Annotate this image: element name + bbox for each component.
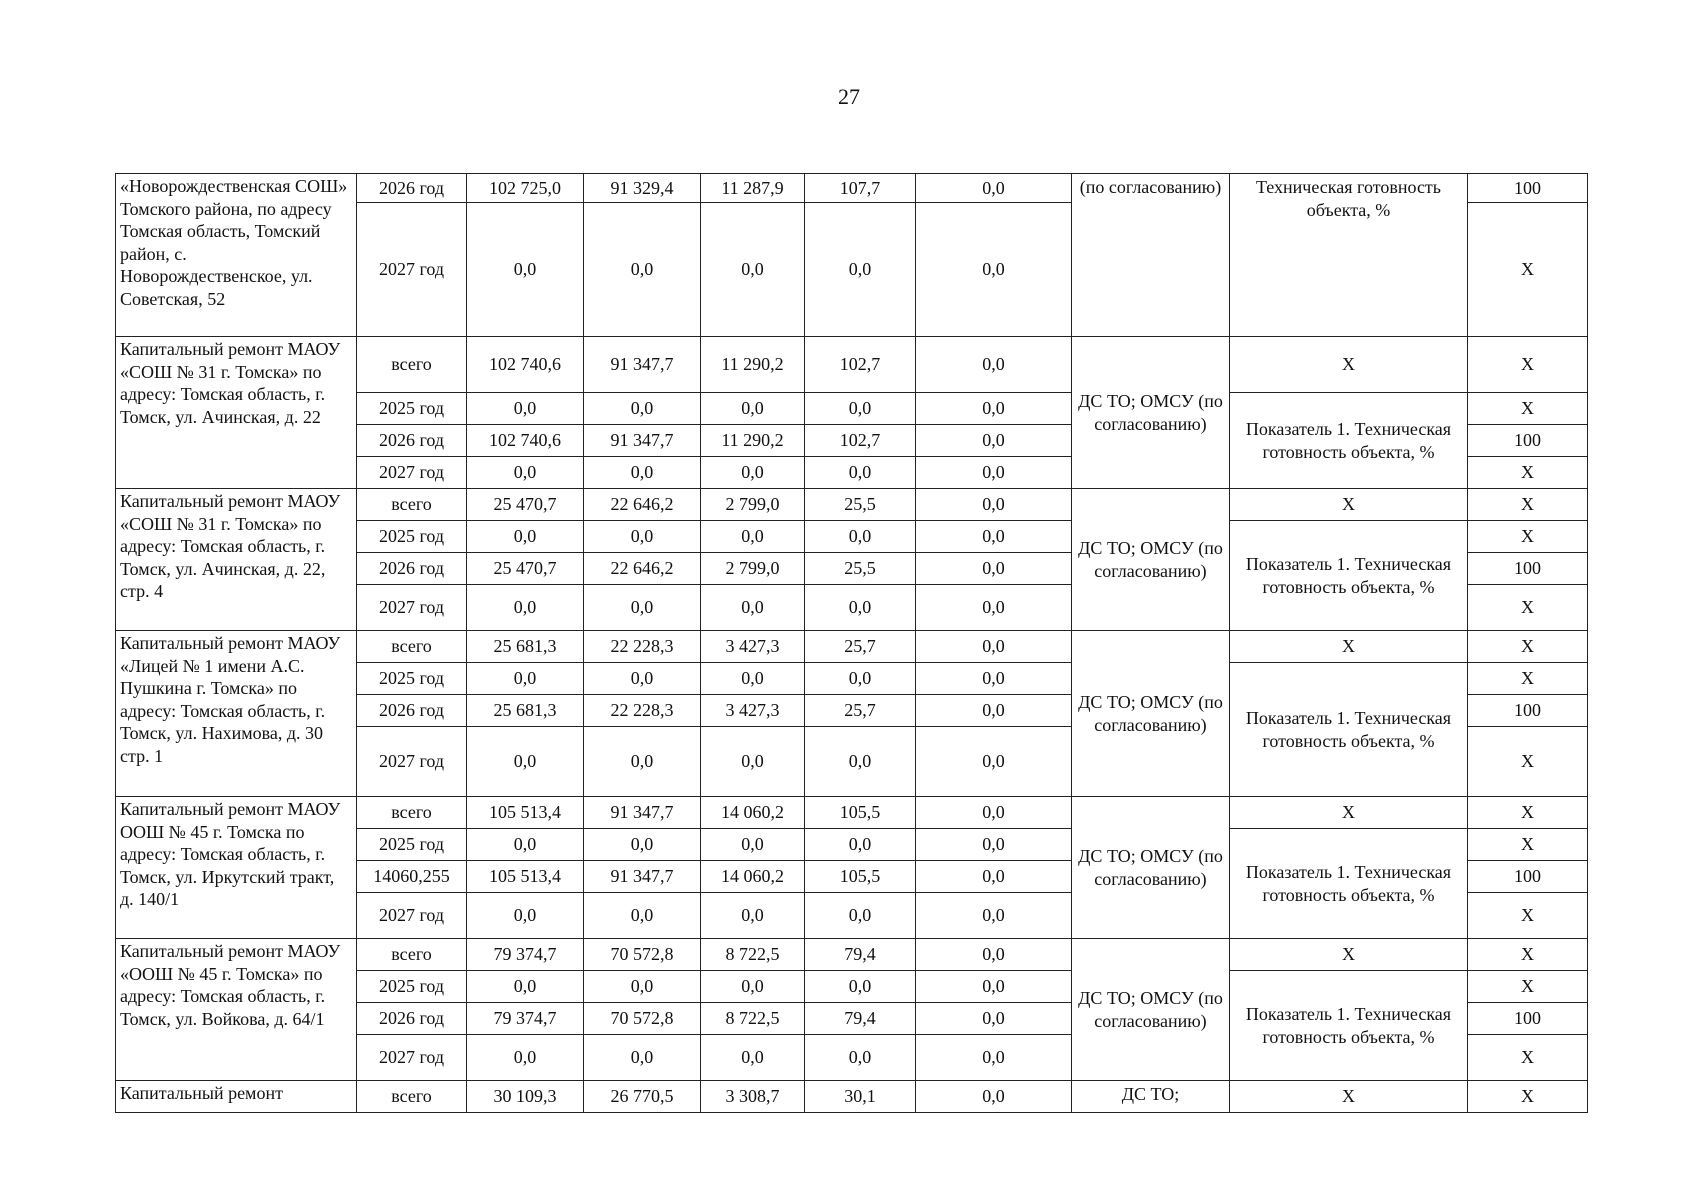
amount-cell-c1: 22 646,2 bbox=[584, 553, 701, 585]
amount-cell-c4: 0,0 bbox=[916, 393, 1072, 425]
amount-cell-c4: 0,0 bbox=[916, 797, 1072, 829]
amount-cell-c2: 0,0 bbox=[701, 203, 805, 337]
period-cell: 2026 год bbox=[357, 553, 467, 585]
target-cell: X bbox=[1468, 521, 1588, 553]
period-cell: всего bbox=[357, 797, 467, 829]
amount-cell-total: 102 740,6 bbox=[467, 337, 584, 393]
amount-cell-c2: 0,0 bbox=[701, 585, 805, 631]
amount-cell-c3: 25,5 bbox=[805, 553, 916, 585]
amount-cell-c4: 0,0 bbox=[916, 489, 1072, 521]
amount-cell-c3: 25,7 bbox=[805, 695, 916, 727]
responsible-cell: ДС ТО; ОМСУ (по согласованию) bbox=[1072, 337, 1230, 489]
amount-cell-c1: 0,0 bbox=[584, 1035, 701, 1081]
period-cell: всего bbox=[357, 631, 467, 663]
amount-cell-c4: 0,0 bbox=[916, 174, 1072, 203]
object-cell: «Новорождественская СОШ» Томского района, по адресу Томская область, Томский район, с. Новорождественское, ул. Советская, 52 bbox=[116, 174, 357, 337]
indicator-cell: Показатель 1. Техническая готовность объекта, % bbox=[1230, 663, 1468, 797]
amount-cell-total: 102 725,0 bbox=[467, 174, 584, 203]
amount-cell-c2: 2 799,0 bbox=[701, 553, 805, 585]
period-cell: 2027 год bbox=[357, 893, 467, 939]
amount-cell-c2: 8 722,5 bbox=[701, 939, 805, 971]
amount-cell-c4: 0,0 bbox=[916, 1003, 1072, 1035]
period-cell: всего bbox=[357, 489, 467, 521]
amount-cell-c3: 79,4 bbox=[805, 939, 916, 971]
table-row bbox=[116, 489, 1588, 521]
period-cell: 2025 год bbox=[357, 829, 467, 861]
amount-cell-c1: 91 347,7 bbox=[584, 337, 701, 393]
target-cell: X bbox=[1468, 203, 1588, 337]
amount-cell-c1: 70 572,8 bbox=[584, 1003, 701, 1035]
target-cell: X bbox=[1468, 457, 1588, 489]
amount-cell-total: 79 374,7 bbox=[467, 939, 584, 971]
amount-cell-c4: 0,0 bbox=[916, 585, 1072, 631]
amount-cell-c3: 0,0 bbox=[805, 521, 916, 553]
amount-cell-c1: 22 228,3 bbox=[584, 631, 701, 663]
amount-cell-c1: 91 347,7 bbox=[584, 425, 701, 457]
amount-cell-c3: 0,0 bbox=[805, 203, 916, 337]
amount-cell-c1: 0,0 bbox=[584, 893, 701, 939]
period-cell: всего bbox=[357, 337, 467, 393]
target-cell: 100 bbox=[1468, 425, 1588, 457]
target-cell: 100 bbox=[1468, 695, 1588, 727]
period-cell: 2026 год bbox=[357, 425, 467, 457]
amount-cell-c2: 0,0 bbox=[701, 829, 805, 861]
object-cell: Капитальный ремонт МАОУ ООШ № 45 г. Томска по адресу: Томская область, г. Томск, ул. Иркутский тракт, д. 140/1 bbox=[116, 797, 357, 939]
amount-cell-total: 0,0 bbox=[467, 971, 584, 1003]
amount-cell-c2: 0,0 bbox=[701, 893, 805, 939]
target-cell: X bbox=[1468, 797, 1588, 829]
target-cell: 100 bbox=[1468, 1003, 1588, 1035]
table-row bbox=[116, 174, 1588, 203]
indicator-total-cell: X bbox=[1230, 337, 1468, 393]
target-cell: X bbox=[1468, 489, 1588, 521]
amount-cell-c3: 107,7 bbox=[805, 174, 916, 203]
amount-cell-c4: 0,0 bbox=[916, 521, 1072, 553]
responsible-cell: ДС ТО; ОМСУ (по согласованию) bbox=[1072, 489, 1230, 631]
indicator-cell: Показатель 1. Техническая готовность объекта, % bbox=[1230, 971, 1468, 1081]
amount-cell-c1: 22 646,2 bbox=[584, 489, 701, 521]
amount-cell-c4: 0,0 bbox=[916, 457, 1072, 489]
amount-cell-c2: 0,0 bbox=[701, 971, 805, 1003]
amount-cell-c4: 0,0 bbox=[916, 425, 1072, 457]
amount-cell-c4: 0,0 bbox=[916, 829, 1072, 861]
amount-cell-c2: 0,0 bbox=[701, 1035, 805, 1081]
amount-cell-c1: 0,0 bbox=[584, 663, 701, 695]
period-cell: 14060,255 bbox=[357, 861, 467, 893]
period-cell: 2025 год bbox=[357, 971, 467, 1003]
amount-cell-c3: 25,7 bbox=[805, 631, 916, 663]
amount-cell-c1: 91 329,4 bbox=[584, 174, 701, 203]
table-body bbox=[116, 174, 1588, 1113]
target-cell: 100 bbox=[1468, 861, 1588, 893]
amount-cell-c2: 3 308,7 bbox=[701, 1081, 805, 1113]
table-row bbox=[116, 1081, 1588, 1113]
amount-cell-c2: 11 290,2 bbox=[701, 425, 805, 457]
amount-cell-c2: 0,0 bbox=[701, 663, 805, 695]
amount-cell-total: 0,0 bbox=[467, 521, 584, 553]
amount-cell-c4: 0,0 bbox=[916, 939, 1072, 971]
amount-cell-c3: 0,0 bbox=[805, 893, 916, 939]
table-row bbox=[116, 337, 1588, 393]
amount-cell-c2: 11 287,9 bbox=[701, 174, 805, 203]
amount-cell-c4: 0,0 bbox=[916, 971, 1072, 1003]
indicator-cell: Показатель 1. Техническая готовность объекта, % bbox=[1230, 521, 1468, 631]
target-cell: X bbox=[1468, 971, 1588, 1003]
responsible-cell: (по согласованию) bbox=[1072, 174, 1230, 337]
period-cell: 2027 год bbox=[357, 585, 467, 631]
amount-cell-total: 0,0 bbox=[467, 203, 584, 337]
object-cell: Капитальный ремонт bbox=[116, 1081, 357, 1113]
period-cell: 2026 год bbox=[357, 695, 467, 727]
amount-cell-c1: 0,0 bbox=[584, 393, 701, 425]
amount-cell-c4: 0,0 bbox=[916, 727, 1072, 797]
amount-cell-c3: 30,1 bbox=[805, 1081, 916, 1113]
object-cell: Капитальный ремонт МАОУ «ООШ № 45 г. Томска» по адресу: Томская область, г. Томск, ул. Войкова, д. 64/1 bbox=[116, 939, 357, 1081]
amount-cell-c3: 0,0 bbox=[805, 1035, 916, 1081]
amount-cell-c2: 8 722,5 bbox=[701, 1003, 805, 1035]
period-cell: 2025 год bbox=[357, 393, 467, 425]
program-table bbox=[115, 173, 1588, 1113]
amount-cell-c4: 0,0 bbox=[916, 1081, 1072, 1113]
target-cell: X bbox=[1468, 829, 1588, 861]
period-cell: всего bbox=[357, 939, 467, 971]
responsible-cell: ДС ТО; ОМСУ (по согласованию) bbox=[1072, 631, 1230, 797]
amount-cell-c3: 0,0 bbox=[805, 585, 916, 631]
amount-cell-c3: 102,7 bbox=[805, 337, 916, 393]
target-cell: 100 bbox=[1468, 553, 1588, 585]
period-cell: 2027 год bbox=[357, 457, 467, 489]
amount-cell-c1: 0,0 bbox=[584, 585, 701, 631]
object-cell: Капитальный ремонт МАОУ «Лицей № 1 имени А.С. Пушкина г. Томска» по адресу: Томская область, г. Томск, ул. Нахимова, д. 30 стр. 1 bbox=[116, 631, 357, 797]
indicator-total-cell: X bbox=[1230, 489, 1468, 521]
amount-cell-c2: 11 290,2 bbox=[701, 337, 805, 393]
target-cell: X bbox=[1468, 1081, 1588, 1113]
amount-cell-c2: 14 060,2 bbox=[701, 797, 805, 829]
amount-cell-c4: 0,0 bbox=[916, 893, 1072, 939]
amount-cell-c1: 91 347,7 bbox=[584, 797, 701, 829]
amount-cell-c1: 70 572,8 bbox=[584, 939, 701, 971]
amount-cell-c2: 0,0 bbox=[701, 457, 805, 489]
amount-cell-total: 0,0 bbox=[467, 893, 584, 939]
amount-cell-c1: 0,0 bbox=[584, 727, 701, 797]
amount-cell-c2: 0,0 bbox=[701, 521, 805, 553]
target-cell: X bbox=[1468, 727, 1588, 797]
target-cell: X bbox=[1468, 631, 1588, 663]
amount-cell-c4: 0,0 bbox=[916, 337, 1072, 393]
amount-cell-c1: 0,0 bbox=[584, 521, 701, 553]
amount-cell-c2: 14 060,2 bbox=[701, 861, 805, 893]
amount-cell-c4: 0,0 bbox=[916, 861, 1072, 893]
amount-cell-total: 0,0 bbox=[467, 1035, 584, 1081]
amount-cell-total: 25 470,7 bbox=[467, 553, 584, 585]
period-cell: 2026 год bbox=[357, 174, 467, 203]
amount-cell-c3: 0,0 bbox=[805, 663, 916, 695]
amount-cell-total: 105 513,4 bbox=[467, 861, 584, 893]
table-row bbox=[116, 631, 1588, 663]
amount-cell-c3: 105,5 bbox=[805, 797, 916, 829]
amount-cell-total: 0,0 bbox=[467, 727, 584, 797]
amount-cell-total: 0,0 bbox=[467, 393, 584, 425]
amount-cell-c2: 3 427,3 bbox=[701, 631, 805, 663]
period-cell: 2025 год bbox=[357, 663, 467, 695]
period-cell: 2027 год bbox=[357, 727, 467, 797]
amount-cell-c3: 0,0 bbox=[805, 727, 916, 797]
amount-cell-c1: 91 347,7 bbox=[584, 861, 701, 893]
amount-cell-c1: 0,0 bbox=[584, 829, 701, 861]
amount-cell-c3: 102,7 bbox=[805, 425, 916, 457]
amount-cell-c1: 0,0 bbox=[584, 203, 701, 337]
indicator-cell: Показатель 1. Техническая готовность объекта, % bbox=[1230, 393, 1468, 489]
indicator-cell: Показатель 1. Техническая готовность объекта, % bbox=[1230, 829, 1468, 939]
period-cell: 2027 год bbox=[357, 203, 467, 337]
amount-cell-c3: 25,5 bbox=[805, 489, 916, 521]
indicator-total-cell: X bbox=[1230, 939, 1468, 971]
amount-cell-c1: 26 770,5 bbox=[584, 1081, 701, 1113]
amount-cell-c3: 0,0 bbox=[805, 457, 916, 489]
indicator-cell: Техническая готовность объекта, % bbox=[1230, 174, 1468, 337]
amount-cell-total: 102 740,6 bbox=[467, 425, 584, 457]
amount-cell-c1: 22 228,3 bbox=[584, 695, 701, 727]
amount-cell-c2: 3 427,3 bbox=[701, 695, 805, 727]
amount-cell-c2: 2 799,0 bbox=[701, 489, 805, 521]
amount-cell-c4: 0,0 bbox=[916, 631, 1072, 663]
amount-cell-total: 0,0 bbox=[467, 457, 584, 489]
amount-cell-c4: 0,0 bbox=[916, 1035, 1072, 1081]
amount-cell-total: 0,0 bbox=[467, 829, 584, 861]
target-cell: X bbox=[1468, 337, 1588, 393]
amount-cell-total: 25 681,3 bbox=[467, 695, 584, 727]
responsible-cell: ДС ТО; bbox=[1072, 1081, 1230, 1113]
table-row bbox=[116, 939, 1588, 971]
target-cell: X bbox=[1468, 1035, 1588, 1081]
indicator-total-cell: X bbox=[1230, 797, 1468, 829]
amount-cell-c4: 0,0 bbox=[916, 203, 1072, 337]
target-cell: X bbox=[1468, 663, 1588, 695]
amount-cell-c3: 0,0 bbox=[805, 971, 916, 1003]
amount-cell-c3: 0,0 bbox=[805, 393, 916, 425]
amount-cell-c3: 79,4 bbox=[805, 1003, 916, 1035]
responsible-cell: ДС ТО; ОМСУ (по согласованию) bbox=[1072, 939, 1230, 1081]
amount-cell-total: 0,0 bbox=[467, 663, 584, 695]
target-cell: X bbox=[1468, 939, 1588, 971]
amount-cell-c2: 0,0 bbox=[701, 727, 805, 797]
amount-cell-total: 30 109,3 bbox=[467, 1081, 584, 1113]
period-cell: 2027 год bbox=[357, 1035, 467, 1081]
target-cell: X bbox=[1468, 585, 1588, 631]
object-cell: Капитальный ремонт МАОУ «СОШ № 31 г. Томска» по адресу: Томская область, г. Томск, ул. Ачинская, д. 22 bbox=[116, 337, 357, 489]
amount-cell-c4: 0,0 bbox=[916, 695, 1072, 727]
target-cell: X bbox=[1468, 393, 1588, 425]
object-cell: Капитальный ремонт МАОУ «СОШ № 31 г. Томска» по адресу: Томская область, г. Томск, ул. Ачинская, д. 22, стр. 4 bbox=[116, 489, 357, 631]
target-cell: 100 bbox=[1468, 174, 1588, 203]
amount-cell-c1: 0,0 bbox=[584, 457, 701, 489]
amount-cell-c3: 105,5 bbox=[805, 861, 916, 893]
amount-cell-total: 105 513,4 bbox=[467, 797, 584, 829]
indicator-cell: X bbox=[1230, 1081, 1468, 1113]
amount-cell-c2: 0,0 bbox=[701, 393, 805, 425]
amount-cell-total: 25 470,7 bbox=[467, 489, 584, 521]
amount-cell-c4: 0,0 bbox=[916, 663, 1072, 695]
amount-cell-total: 79 374,7 bbox=[467, 1003, 584, 1035]
table-row bbox=[116, 797, 1588, 829]
amount-cell-c1: 0,0 bbox=[584, 971, 701, 1003]
amount-cell-c4: 0,0 bbox=[916, 553, 1072, 585]
amount-cell-c3: 0,0 bbox=[805, 829, 916, 861]
amount-cell-total: 25 681,3 bbox=[467, 631, 584, 663]
indicator-total-cell: X bbox=[1230, 631, 1468, 663]
target-cell: X bbox=[1468, 893, 1588, 939]
page-number: 27 bbox=[838, 84, 860, 109]
period-cell: 2025 год bbox=[357, 521, 467, 553]
responsible-cell: ДС ТО; ОМСУ (по согласованию) bbox=[1072, 797, 1230, 939]
period-cell: всего bbox=[357, 1081, 467, 1113]
period-cell: 2026 год bbox=[357, 1003, 467, 1035]
amount-cell-total: 0,0 bbox=[467, 585, 584, 631]
